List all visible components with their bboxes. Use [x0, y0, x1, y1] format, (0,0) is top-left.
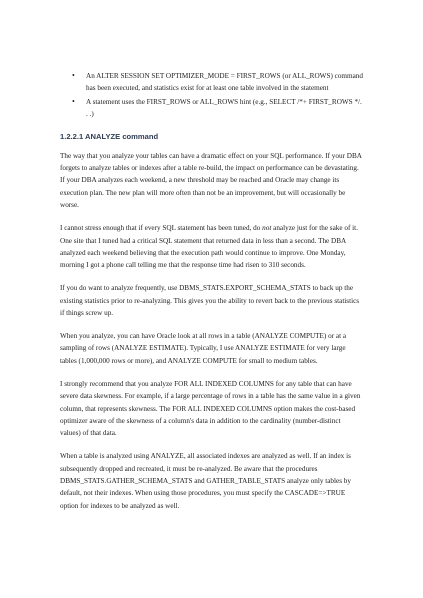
emphasis-text: not [262, 224, 272, 233]
paragraph: If you do want to analyze frequently, use DBMS_STATS.EXPORT_SCHEMA_STATS to back up the existing statistics prior to re-analyzing. This gives you the ability to revert back to the previous statistics if things screw up. [60, 284, 360, 318]
bullet-item: • A statement uses the FIRST_ROWS or ALL_ROWS hint (e.g., SELECT /*+ FIRST_ROWS */. . .) [86, 96, 363, 121]
bullet-item: • An ALTER SESSION SET OPTIMIZER_MODE = FIRST_ROWS (or ALL_ROWS) command has been executed, and statistics exist for at least one table involved in the statement [86, 70, 363, 95]
paragraph-text: I cannot stress enough that if every SQL statement has been tuned, do [60, 224, 263, 233]
section-heading: 1.2.2.1 ANALYZE command [60, 131, 159, 141]
paragraph: When a table is analyzed using ANALYZE, all associated indexes are analyzed as well. If an index is subsequently dropped and recreated, it must be re-analyzed. Be aware that the procedures DBMS_STATS.GATHER_SCHEMA_STATS and GATHER_TABLE_STATS analyze only tables by default, not their indexes. When using those procedures, you must specify the CASCADE=>TRUE option for indexes to be analyzed as well. [60, 452, 351, 510]
paragraph: When you analyze, you can have Oracle look at all rows in a table (ANALYZE COMPUTE) or at a sampling of rows (ANALYZE ESTIMATE). Typically, I use ANALYZE ESTIMATE for very large tables (1,000,000 rows or more), and ANALYZE COMPUTE for small to medium tables. [60, 332, 347, 365]
paragraph: The way that you analyze your tables can have a dramatic effect on your SQL performance. If your DBA forgets to analyze tables or indexes after a table re-build, the impact on performance can be devastating. If your DBA analyzes each weekend, a new threshold may be reached and Oracle may change its execution plan. The new plan will more often than not be an improvement, but will occasionally be worse. [60, 151, 362, 210]
paragraph [60, 222, 363, 272]
paragraph-text: analyze just for the sake of it. One site that I tuned had a critical SQL statement that returned data in less than a second. The DBA analyzed each weekend believing that the execution path would continue to improve. One Monday, morning I got a phone call telling me that the response time had risen to 310 seconds. [60, 224, 358, 270]
bullet-list [60, 70, 363, 121]
paragraph: I strongly recommend that you analyze FOR ALL INDEXED COLUMNS for any table that can have severe data skewness. For example, if a large percentage of rows in a table has the same value in a given column, that represents skewness. The FOR ALL INDEXED COLUMNS option makes the cost-based optimizer aware of the skewness of a column's data in addition to the cardinality (number-distinct values) of that data. [60, 379, 361, 438]
